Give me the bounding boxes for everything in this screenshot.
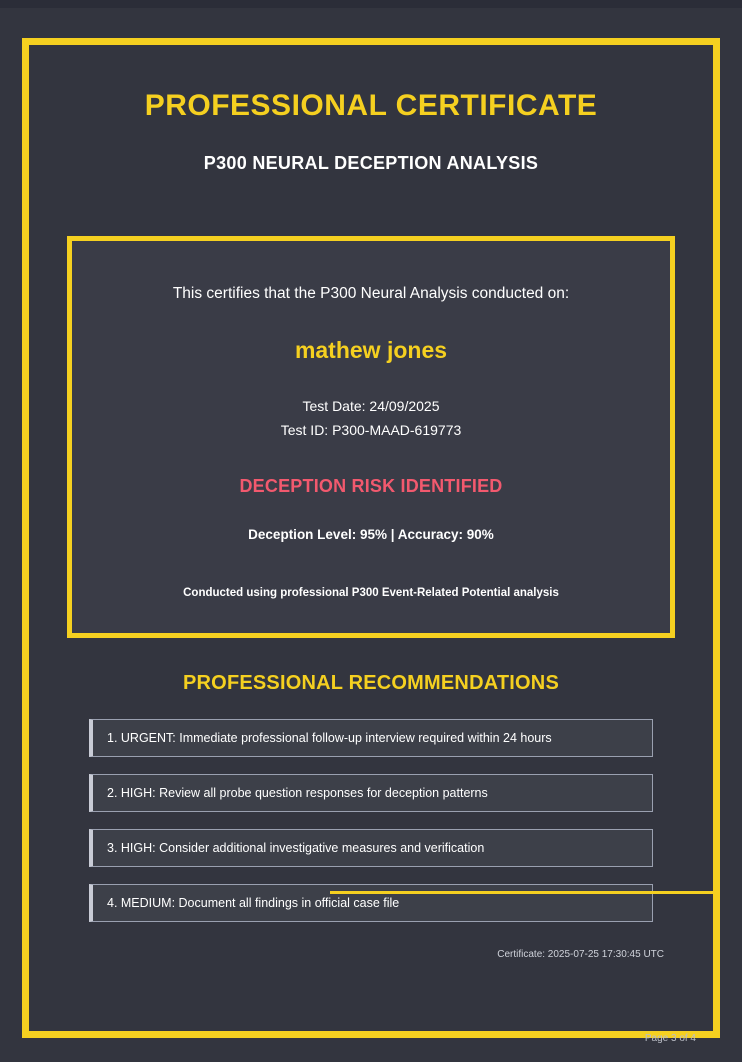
deception-levels: Deception Level: 95% | Accuracy: 90%: [248, 527, 494, 542]
list-item: 3. HIGH: Consider additional investigative measures and verification: [89, 829, 653, 867]
recommendations-title: PROFESSIONAL RECOMMENDATIONS: [183, 672, 559, 694]
certificate-content: [29, 45, 713, 1031]
certificate-title: PROFESSIONAL CERTIFICATE: [144, 89, 598, 122]
list-item: 1. URGENT: Immediate professional follow-up interview required within 24 hours: [89, 719, 653, 757]
certificate-subtitle: P300 NEURAL DECEPTION ANALYSIS: [203, 153, 539, 173]
certificate-timestamp: Certificate: 2025-07-25 17:30:45 UTC: [497, 949, 664, 960]
gold-divider-rule: [330, 891, 720, 894]
subject-name: mathew jones: [294, 337, 448, 363]
certificate-border-frame: [22, 38, 720, 1038]
method-statement: Conducted using professional P300 Event-Related Potential analysis: [183, 587, 559, 599]
list-item: 2. HIGH: Review all probe question responses for deception patterns: [89, 774, 653, 812]
test-date: Test Date: 24/09/2025: [302, 398, 440, 414]
list-item: 4. MEDIUM: Document all findings in official case file: [89, 884, 653, 922]
page-number: Page 3 of 4: [644, 1033, 696, 1044]
result-panel: [67, 236, 675, 638]
risk-status-badge: DECEPTION RISK IDENTIFIED: [239, 476, 503, 496]
certifies-statement: This certifies that the P300 Neural Analysis conducted on:: [172, 285, 570, 302]
test-id: Test ID: P300-MAAD-619773: [280, 422, 462, 438]
